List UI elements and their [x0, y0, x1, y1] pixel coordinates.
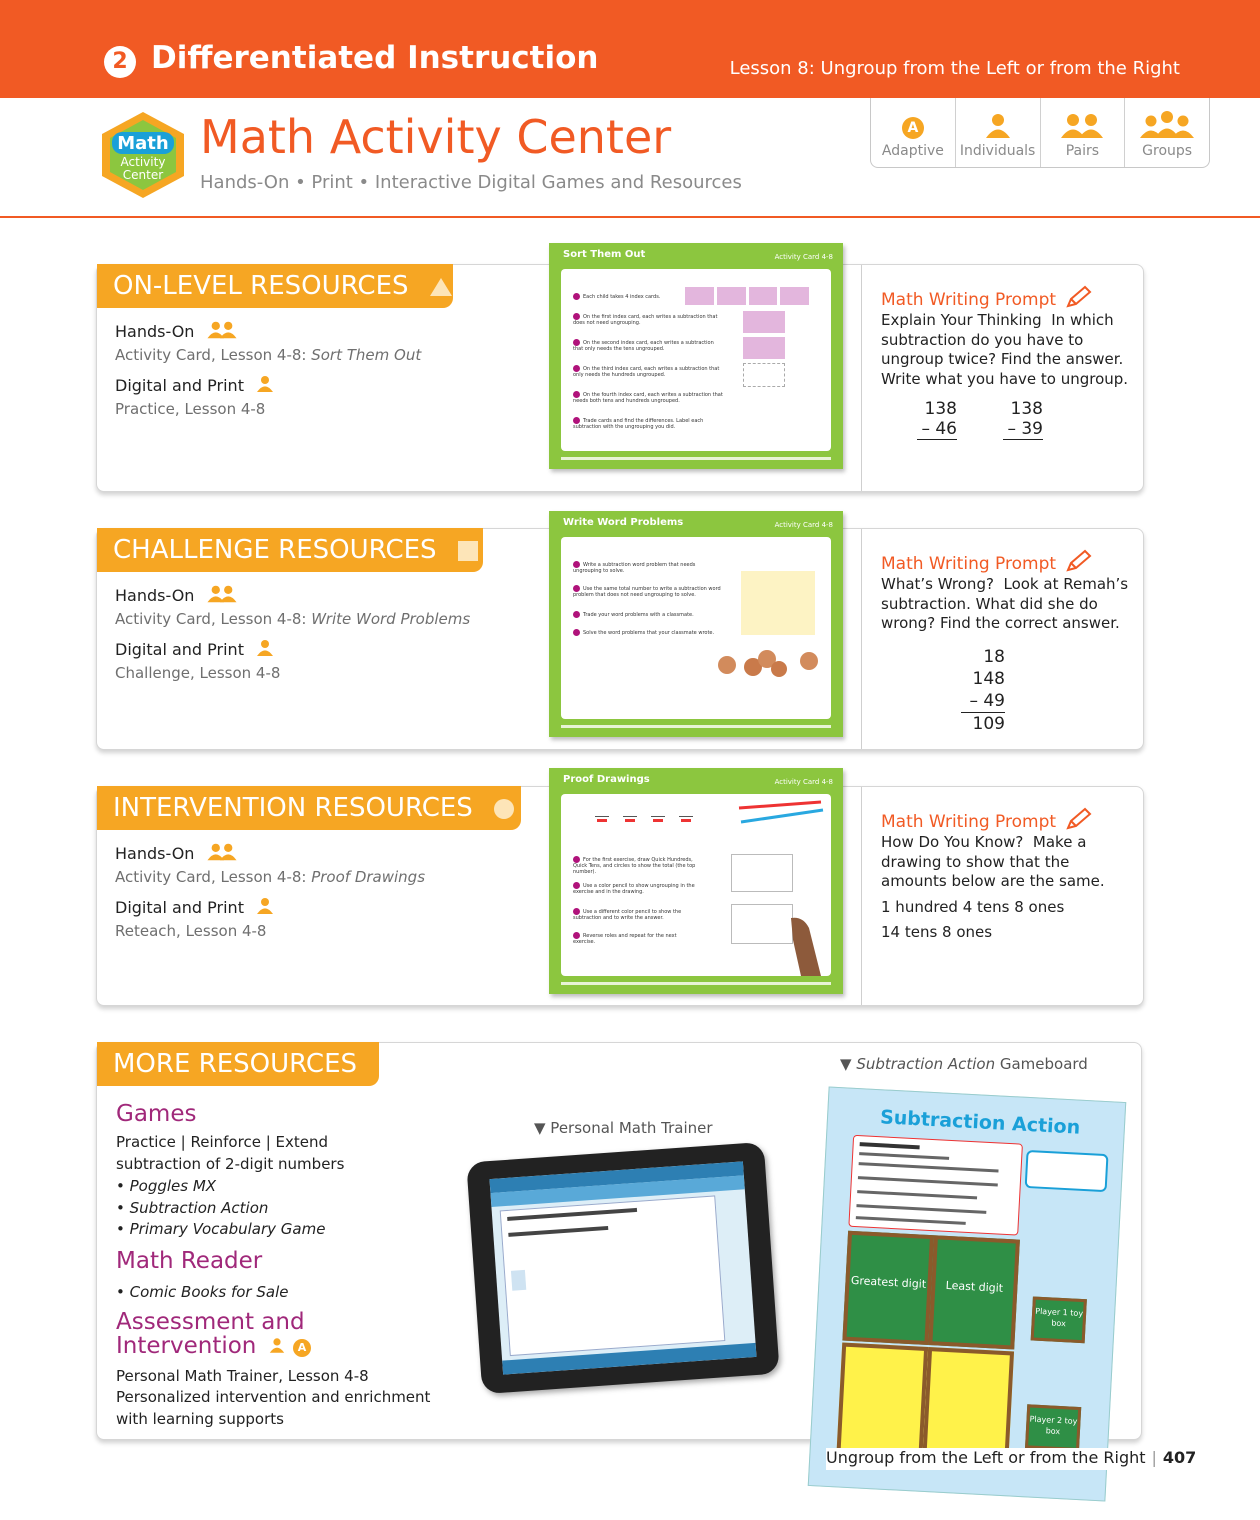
card-step: Write a subtraction word problem that needs ungrouping to solve. [573, 562, 696, 574]
activity-card-write-word-problems [549, 511, 843, 737]
writing-prompt [881, 549, 1131, 735]
gameboard-rules [848, 1135, 1023, 1236]
card-step: Trade cards and find the differences. Label each subtraction with the ungrouping you did. [573, 418, 704, 430]
work-answer: 109 [972, 713, 1005, 734]
grouping-label: Pairs [1065, 143, 1100, 159]
logo-word-math: Math [117, 133, 169, 154]
gameboard-caption [840, 1055, 1088, 1073]
tab-label: INTERVENTION RESOURCES [113, 793, 473, 823]
prompt-lead: What’s Wrong? [881, 575, 994, 593]
problem-top: 138 [1010, 399, 1043, 419]
individual-icon [983, 113, 1013, 139]
assessment-line: with learning supports [116, 1410, 284, 1428]
least-digit-box: Least digit [928, 1235, 1020, 1349]
digital-print-text: Practice, Lesson 4-8 [115, 400, 266, 418]
game-item: • Primary Vocabulary Game [116, 1220, 326, 1238]
personal-math-trainer-tablet [466, 1142, 779, 1394]
tablet-question [500, 1195, 726, 1356]
triangle-icon [429, 277, 453, 297]
intervention-tab [97, 786, 521, 830]
circle-icon [493, 798, 515, 820]
pennies-image [713, 637, 823, 683]
exercise-row [593, 802, 713, 824]
card-divider [861, 787, 862, 1005]
tab-label: CHALLENGE RESOURCES [113, 535, 437, 565]
header-divider [0, 216, 1260, 218]
remah-subtraction [961, 646, 1005, 735]
writing-prompt [881, 285, 1131, 459]
activity-card-title: Write Word Problems [563, 517, 684, 528]
games-line: subtraction of 2-digit numbers [116, 1155, 345, 1173]
caption-arrow: ▼ [840, 1055, 857, 1073]
pairs-icon [206, 585, 238, 603]
yellow-space [922, 1347, 1014, 1461]
card-sample [743, 363, 785, 387]
subtraction-action-gameboard [808, 1086, 1127, 1501]
word-problem-note [741, 571, 815, 635]
adaptive-badge-icon: A [902, 117, 924, 139]
pencil-icon [1065, 285, 1093, 309]
card-divider [861, 529, 862, 749]
more-resources-tab [97, 1042, 379, 1086]
digital-print-resource [115, 639, 280, 682]
pairs-icon [1059, 113, 1105, 139]
materials-box [1025, 1150, 1109, 1192]
section-number-badge: 2 [104, 46, 136, 78]
pencil-icon [1065, 549, 1093, 573]
player-2-toy-box: Player 2 toy box [1025, 1404, 1081, 1451]
writing-prompt [881, 807, 1131, 943]
math-reader-heading: Math Reader [116, 1248, 263, 1274]
card-step: Use a different color pencil to show the subtraction and to write the answer. [573, 909, 682, 921]
assessment-line: Personal Math Trainer, Lesson 4-8 [116, 1367, 369, 1385]
individual-icon [268, 1337, 286, 1354]
proof-drawing-box [731, 854, 793, 892]
groups-icon [1139, 111, 1195, 139]
card-sample [743, 311, 785, 333]
grouping-legend [870, 98, 1210, 168]
assessment-heading: Assessment and [116, 1309, 305, 1335]
card-step: Solve the word problems that your classmate wrote. [583, 630, 715, 636]
prompt-lead: How Do You Know? [881, 833, 1024, 851]
personal-math-trainer-caption: ▼ Personal Math Trainer [534, 1119, 713, 1137]
gameboard-title: Subtraction Action [879, 1106, 1081, 1139]
footer-title: Ungroup from the Left or from the Right [826, 1448, 1146, 1467]
problem-top: 138 [924, 399, 957, 419]
tab-label: MORE RESOURCES [113, 1049, 358, 1079]
card-step: On the fourth index card, each writes a subtraction that needs both tens and hundreds ungrouped. [573, 392, 723, 404]
digital-print-text: Reteach, Lesson 4-8 [115, 922, 267, 940]
pencil-icon [1065, 807, 1093, 831]
player-1-toy-box: Player 1 toy box [1031, 1296, 1087, 1343]
problem-1 [917, 399, 957, 440]
card-step: On the second index card, each writes a subtraction that only needs the tens ungrouped. [573, 340, 714, 352]
prompt-heading: Math Writing Prompt [881, 290, 1057, 310]
card-step: Trade your word problems with a classmate. [583, 612, 694, 618]
yellow-space [837, 1343, 929, 1457]
problem-2 [1003, 399, 1043, 440]
card-step: On the third index card, each writes a subtraction that only needs the hundreds ungrouped. [573, 366, 720, 378]
card-step: For the first exercise, draw Quick Hundreds, Quick Tens, and circles to show the total (the top number). [573, 857, 696, 875]
work-top: 148 [972, 668, 1005, 689]
digital-print-label: Digital and Print [115, 376, 244, 395]
logo-word-activity: Activity [120, 155, 166, 169]
caption-rest: Gameboard [995, 1055, 1088, 1073]
hands-on-text: Activity Card, Lesson 4-8: [115, 868, 312, 886]
assessment-line: Personalized intervention and enrichment [116, 1388, 431, 1406]
hands-on-text: Activity Card, Lesson 4-8: [115, 610, 312, 628]
hands-on-resource [115, 321, 421, 364]
individual-icon [255, 375, 275, 393]
caption-game-name: Subtraction Action [856, 1055, 996, 1073]
prompt-heading: Math Writing Prompt [881, 554, 1057, 574]
page-subtitle: Hands-On • Print • Interactive Digital Games and Resources [200, 172, 742, 193]
activity-card-title: Proof Drawings [563, 774, 650, 785]
games-heading: Games [116, 1101, 197, 1127]
individual-icon [255, 639, 275, 657]
grouping-label: Individuals [959, 143, 1036, 159]
card-step: Use the same total number to write a subtraction word problem that does not need ungrouping to solve. [573, 586, 721, 598]
logo-word-center: Center [122, 168, 164, 182]
assessment-heading-word: Intervention [116, 1333, 257, 1359]
grouping-individuals [956, 98, 1041, 167]
activity-title: Proof Drawings [311, 868, 426, 886]
hand-image [781, 914, 831, 976]
digital-print-label: Digital and Print [115, 898, 244, 917]
prompt-lead: Explain Your Thinking [881, 311, 1042, 329]
amount-2: 14 tens 8 ones [881, 923, 993, 941]
game-item: • Subtraction Action [116, 1199, 269, 1217]
tab-label: ON-LEVEL RESOURCES [113, 271, 409, 301]
grouping-label: Groups [1142, 143, 1193, 159]
challenge-tab [97, 528, 483, 572]
digital-print-label: Digital and Print [115, 640, 244, 659]
card-divider [861, 265, 862, 491]
work-bottom: – 49 [961, 690, 1005, 713]
card-step: Use a color pencil to show ungrouping in the exercise and in the drawing. [573, 883, 695, 895]
grouping-pairs [1041, 98, 1126, 167]
math-activity-center-logo [98, 110, 188, 200]
reader-item: • Comic Books for Sale [116, 1283, 289, 1301]
activity-card-number: Activity Card 4-8 [774, 521, 833, 529]
greatest-digit-box: Greatest digit [842, 1231, 934, 1345]
regroup-digits: 18 [983, 646, 1005, 667]
card-step: Reverse roles and repeat for the next exercise. [573, 933, 677, 945]
prompt-body: Make a drawing to show that the amounts below are the same. [881, 833, 1105, 890]
page-title: Math Activity Center [200, 110, 672, 164]
tablet-screen [489, 1161, 756, 1374]
games-line: Practice | Reinforce | Extend [116, 1133, 329, 1151]
hands-on-label: Hands-On [115, 844, 195, 863]
pencils-image [735, 800, 825, 826]
activity-title: Write Word Problems [311, 610, 471, 628]
adaptive-badge-icon: A [293, 1339, 311, 1357]
page-number: 407 [1162, 1448, 1197, 1467]
card-step: On the first index card, each writes a subtraction that does not need ungrouping. [573, 314, 718, 326]
prompt-body: Look at Remah’s subtraction. What did she do wrong? Find the correct answer. [881, 575, 1129, 632]
digital-print-resource [115, 897, 275, 940]
activity-card-sort-them-out [549, 243, 843, 469]
square-icon [457, 540, 479, 562]
problem-bottom: – 39 [1003, 419, 1043, 440]
card-step: Each child takes 4 index cards. [583, 294, 661, 300]
activity-card-title: Sort Them Out [563, 249, 646, 260]
hands-on-resource [115, 843, 425, 886]
activity-card-proof-drawings [549, 768, 843, 994]
assessment-heading [116, 1333, 311, 1359]
digital-print-resource [115, 375, 275, 418]
page-footer: Ungroup from the Left or from the Right | 407 [826, 1448, 1184, 1470]
on-level-tab [97, 264, 453, 308]
pairs-icon [206, 843, 238, 861]
individual-icon [255, 897, 275, 915]
subtraction-problems [881, 399, 1131, 459]
amount-1: 1 hundred 4 tens 8 ones [881, 897, 1065, 916]
activity-card-number: Activity Card 4-8 [774, 778, 833, 786]
hands-on-resource [115, 585, 470, 628]
grouping-groups [1125, 98, 1209, 167]
prompt-body: In which subtraction do you have to ungroup twice? Find the answer. Write what you have to ungroup. [881, 311, 1129, 388]
pairs-icon [206, 321, 238, 339]
grouping-label: Adaptive [881, 143, 944, 159]
index-cards [685, 287, 809, 305]
card-sample [743, 337, 785, 359]
lesson-title: Lesson 8: Ungroup from the Left or from the Right [729, 58, 1180, 79]
activity-card-number: Activity Card 4-8 [774, 253, 833, 261]
grouping-adaptive [871, 98, 956, 167]
hands-on-label: Hands-On [115, 586, 195, 605]
activity-title: Sort Them Out [311, 346, 422, 364]
digital-print-text: Challenge, Lesson 4-8 [115, 664, 281, 682]
prompt-heading: Math Writing Prompt [881, 812, 1057, 832]
section-title: Differentiated Instruction [151, 40, 599, 76]
game-item: • Poggles MX [116, 1177, 217, 1195]
hands-on-label: Hands-On [115, 322, 195, 341]
hands-on-text: Activity Card, Lesson 4-8: [115, 346, 312, 364]
problem-bottom: – 46 [917, 419, 957, 440]
